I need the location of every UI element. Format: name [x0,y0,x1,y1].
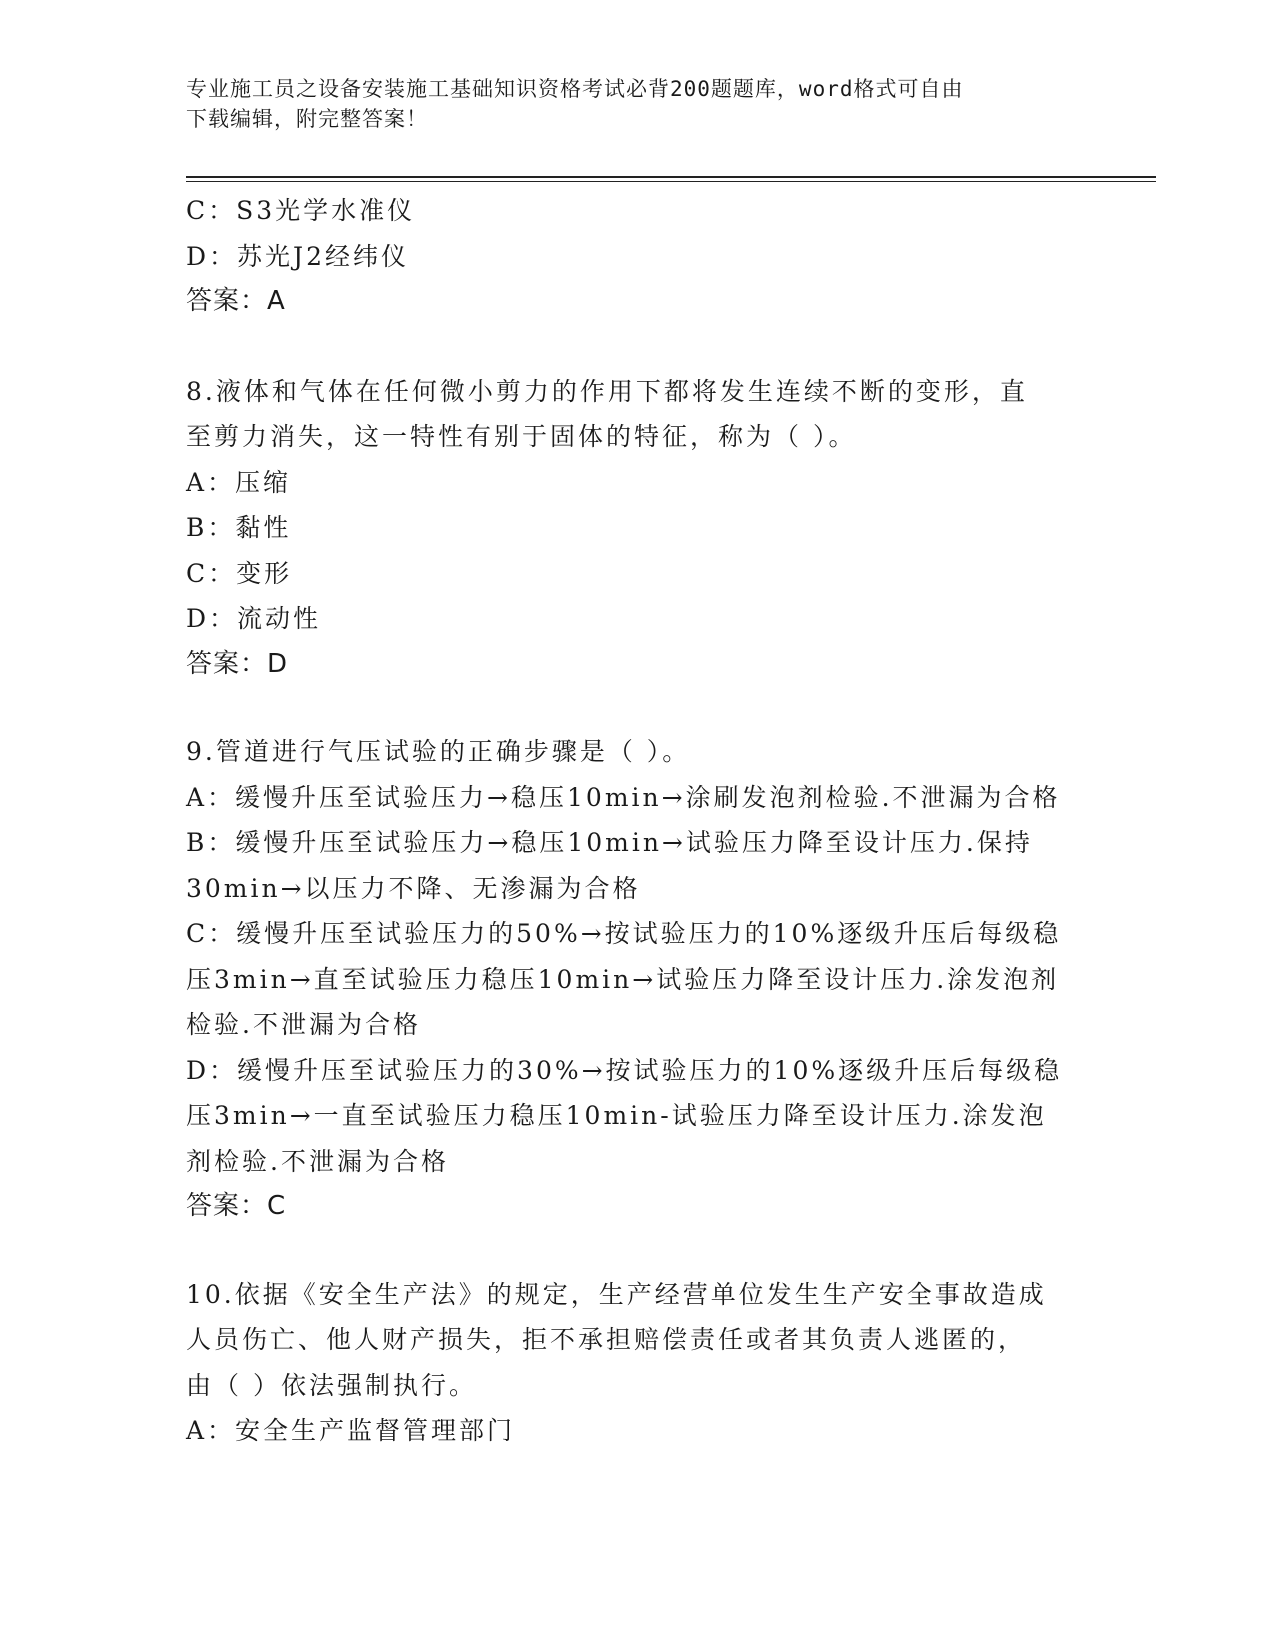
spacer [186,1230,1086,1272]
page-header [186,74,1066,134]
option-d: D：苏光J2经纬仪 [186,241,409,271]
question-7 [186,188,1086,325]
option-c: C：缓慢升压至试验压力的50%→按试验压力的10%逐级升压后每级稳 [186,919,1062,948]
option-c: C：变形 [186,558,293,588]
option-b-continued: 30min→以压力不降、无渗漏为合格 [186,873,641,903]
option-c-continued: 检验.不泄漏为合格 [186,1010,421,1039]
question-8 [186,369,1086,688]
header-divider [186,176,1156,182]
question-stem: 由（ ）依法强制执行。 [186,1370,477,1400]
option-a: A：安全生产监督管理部门 [186,1416,516,1445]
question-stem: 10.依据《安全生产法》的规定，生产经营单位发生生产安全事故造成 [186,1279,1047,1309]
option-d-continued: 剂检验.不泄漏为合格 [186,1146,449,1176]
option-c: C：S3光学水准仪 [186,196,416,225]
answer-line: 答案：A [186,286,286,316]
option-d: D：缓慢升压至试验压力的30%→按试验压力的10%逐级升压后每级稳 [186,1055,1063,1085]
header-line-1: 专业施工员之设备安装施工基础知识资格考试必背200题题库，word格式可自由 [186,77,964,101]
option-d-continued: 压3min→一直至试验压力稳压10min-试验压力降至设计压力.涂发泡 [186,1101,1047,1130]
spacer [186,325,1086,369]
question-stem: 9.管道进行气压试验的正确步骤是（ ）。 [186,737,691,766]
answer-line: 答案：D [186,648,289,679]
option-b: B：黏性 [186,513,292,542]
answer-line: 答案：C [186,1191,287,1221]
question-10 [186,1272,1086,1454]
question-stem: 人员伤亡、他人财产损失，拒不承担赔偿责任或者其负责人逃匿的， [186,1325,1027,1354]
option-d: D：流动性 [186,604,322,633]
question-list [186,188,1086,1454]
option-c-continued: 压3min→直至试验压力稳压10min→试验压力降至设计压力.涂发泡剂 [186,964,1060,994]
question-stem: 至剪力消失，这一特性有别于固体的特征，称为（ ）。 [186,422,857,451]
question-9 [186,729,1086,1230]
question-stem: 8.液体和气体在任何微小剪力的作用下都将发生连续不断的变形，直 [186,376,1028,406]
option-a: A：压缩 [186,467,292,497]
option-a: A：缓慢升压至试验压力→稳压10min→涂刷发泡剂检验.不泄漏为合格 [186,782,1061,812]
header-line-2: 下载编辑，附完整答案！ [186,107,428,131]
option-b: B：缓慢升压至试验压力→稳压10min→试验压力降至设计压力.保持 [186,828,1033,857]
spacer [186,687,1086,729]
